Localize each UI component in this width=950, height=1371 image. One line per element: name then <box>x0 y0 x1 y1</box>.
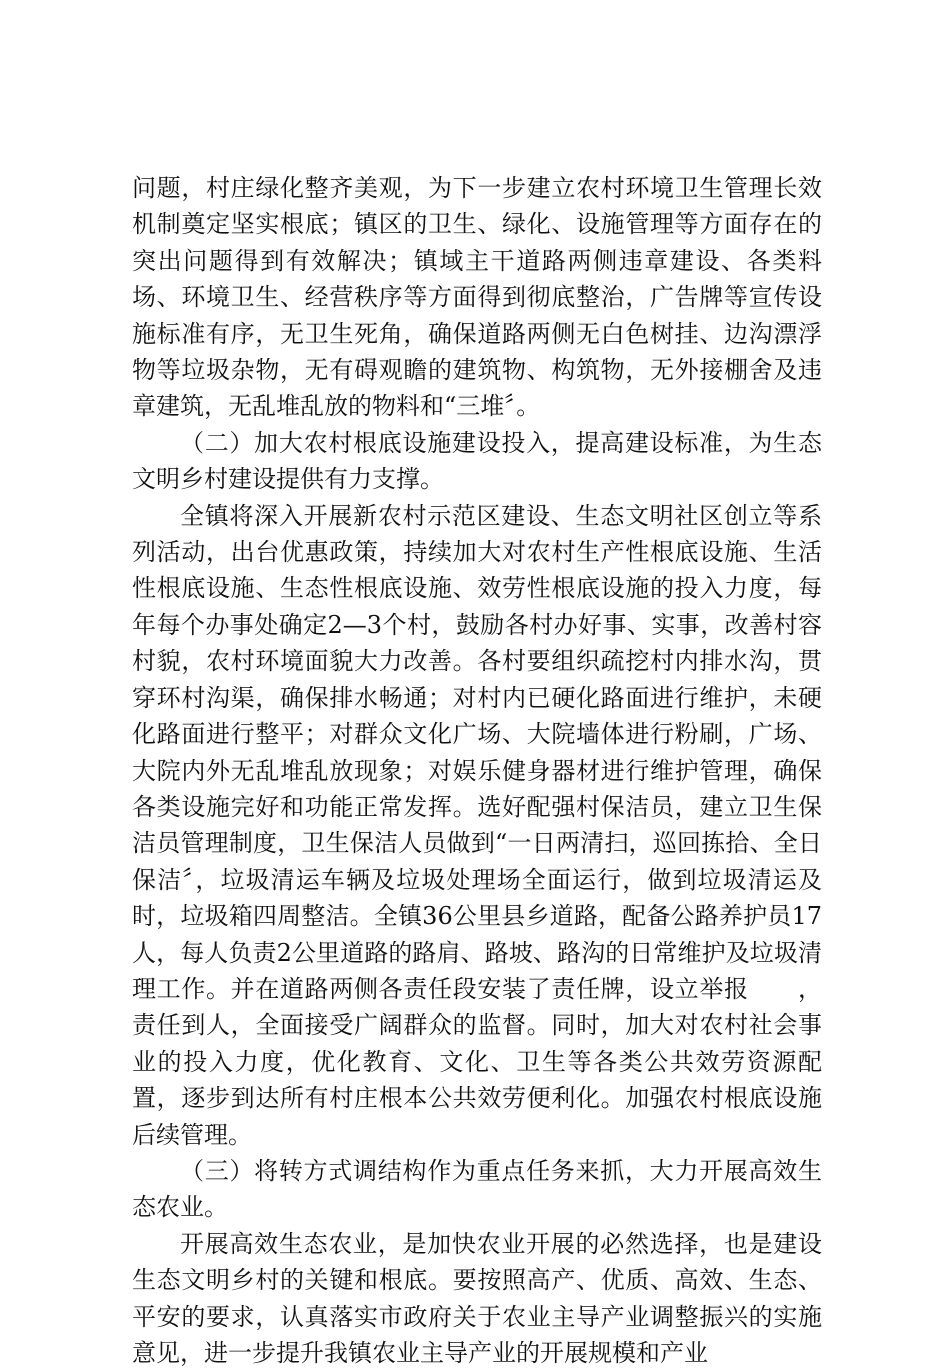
paragraph-ecological-agriculture: 开展高效生态农业，是加快农业开展的必然选择，也是建设生态文明乡村的关键和根底。要按照高产、优质、高效、生态、平安的要求，认真落实市政府关于农业主导产业调整振兴的实施意见，进一步提升我镇农业主导产业的开展规模和产业 <box>132 1229 822 1367</box>
section-heading-2: （二）加大农村根底设施建设投入，提高建设标准，为生态文明乡村建设提供有力支撑。 <box>132 428 822 494</box>
section-heading-3: （三）将转方式调结构作为重点任务来抓，大力开展高效生态农业。 <box>132 1156 822 1222</box>
paragraph-continuation: 问题，村庄绿化整齐美观，为下一步建立农村环境卫生管理长效机制奠定坚实根底；镇区的卫生、绿化、设施管理等方面存在的突出问题得到有效解决；镇域主干道路两侧违章建设、各类料场、环境卫生、经营秩序等方面得到彻底整治，广告牌等宣传设施标准有序，无卫生死角，确保道路两侧无白色树挂、边沟漂浮物等垃圾杂物，无有碍观瞻的建筑物、构筑物，无外接棚舍及违章建筑，无乱堆乱放的物料和“三堆〞。 <box>132 174 822 421</box>
document-body <box>132 170 822 1371</box>
paragraph-infrastructure: 全镇将深入开展新农村示范区建设、生态文明社区创立等系列活动，出台优惠政策，持续加大对农村生产性根底设施、生活性根底设施、生态性根底设施、效劳性根底设施的投入力度，每年每个办事处确定2—3个村，鼓励各村办好事、实事，改善村容村貌，农村环境面貌大力改善。各村要组织疏挖村内排水沟，贯穿环村沟渠，确保排水畅通；对村内已硬化路面进行维护，未硬化路面进行整平；对群众文化广场、大院墙体进行粉刷，广场、大院内外无乱堆乱放现象；对娱乐健身器材进行维护管理，确保各类设施完好和功能正常发挥。选好配强村保洁员，建立卫生保洁员管理制度，卫生保洁人员做到“一日两清扫，巡回拣拾、全日保洁〞，垃圾清运车辆及垃圾处理场全面运行，做到垃圾清运及时，垃圾箱四周整洁。全镇36公里县乡道路，配备公路养护员17人，每人负责2公里道路的路肩、路坡、路沟的日常维护及垃圾清理工作。并在道路两侧各责任段安装了责任牌，设立举报 ，责任到人，全面接受广阔群众的监督。同时，加大对农村社会事业的投入力度，优化教育、文化、卫生等各类公共效劳资源配置，逐步到达所有村庄根本公共效劳便利化。加强农村根底设施后续管理。 <box>132 501 822 1149</box>
